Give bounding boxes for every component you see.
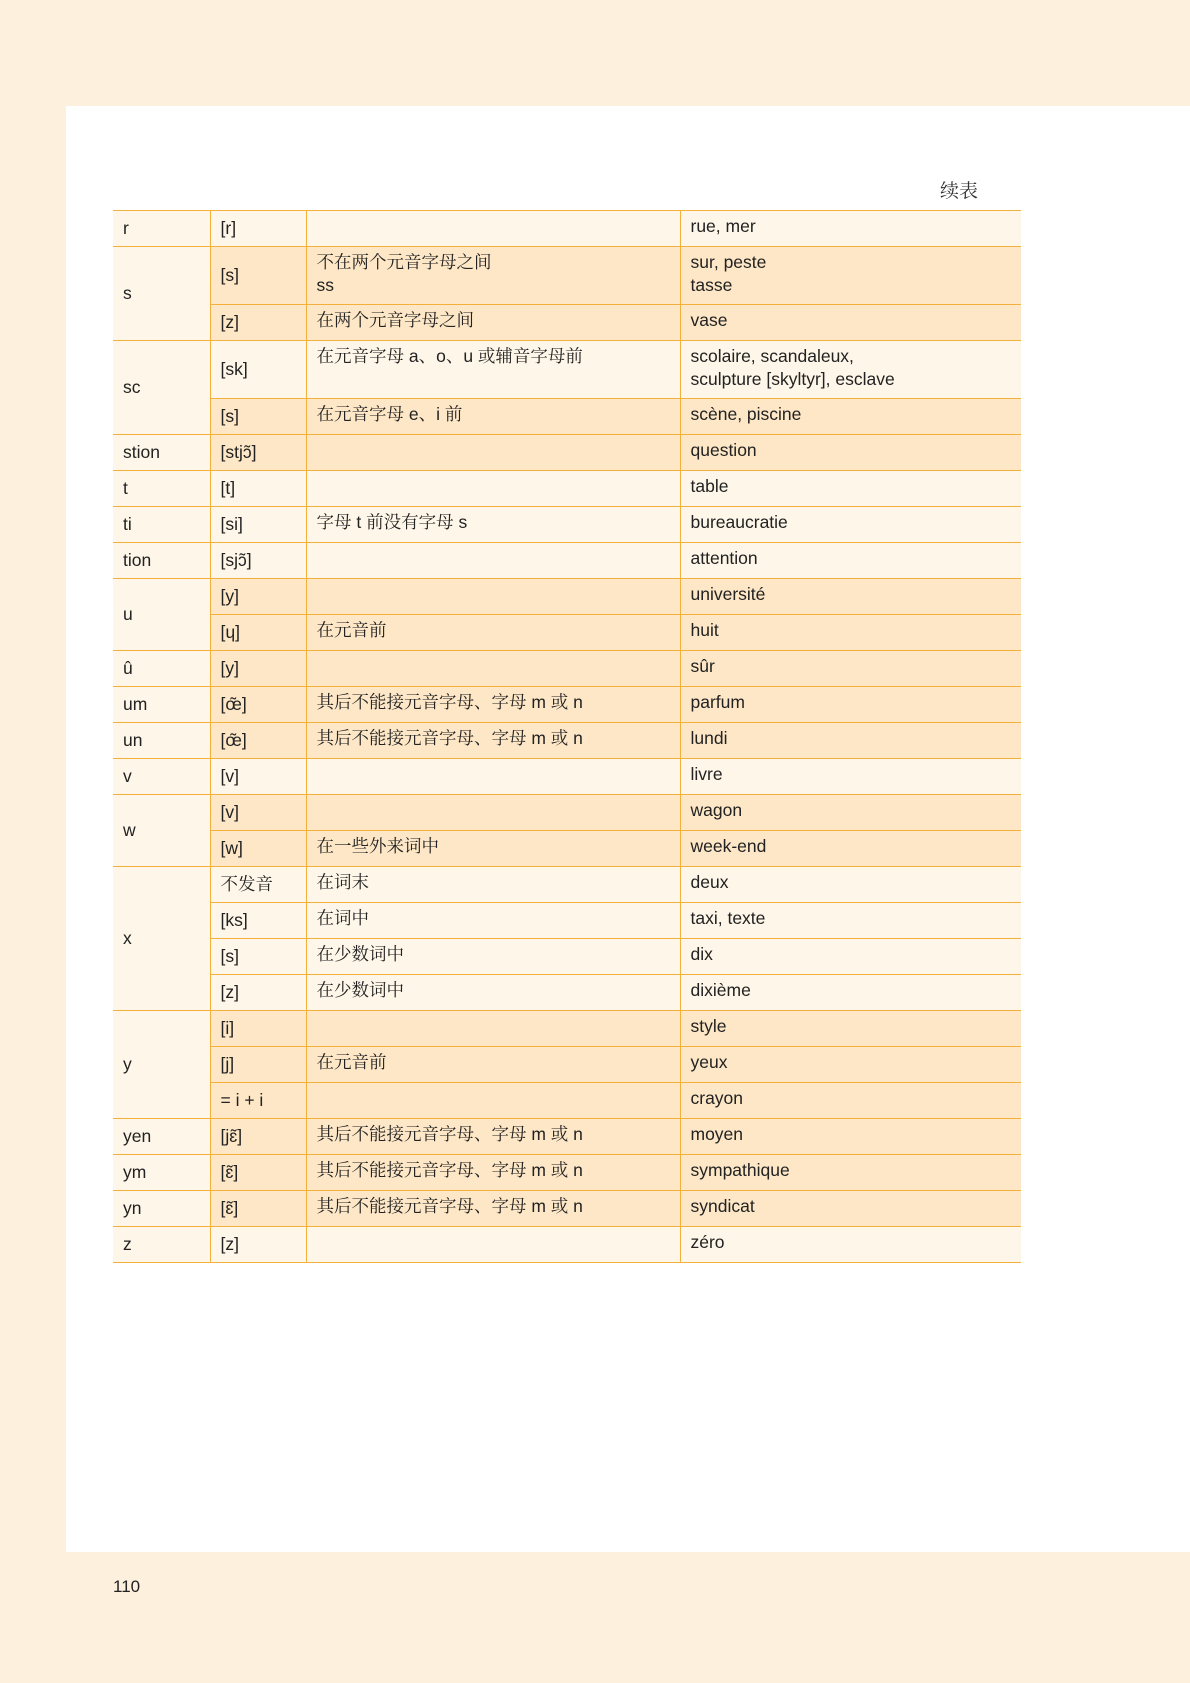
ipa-cell: [s] xyxy=(210,399,306,435)
table-row xyxy=(113,1011,1021,1047)
letter-cell: tion xyxy=(113,543,210,579)
letter-cell: un xyxy=(113,723,210,759)
table-row xyxy=(113,1227,1021,1263)
ipa-cell: [y] xyxy=(210,579,306,615)
letter-cell: ti xyxy=(113,507,210,543)
note-cell: 在词末 xyxy=(306,867,680,903)
table-row xyxy=(113,615,1021,651)
letter-cell: yen xyxy=(113,1119,210,1155)
letter-cell: w xyxy=(113,795,210,867)
ipa-cell: [ks] xyxy=(210,903,306,939)
ipa-cell: [r] xyxy=(210,211,306,247)
ex-cell: moyen xyxy=(680,1119,1021,1155)
continued-label: 续表 xyxy=(939,181,978,202)
note-cell: 在词中 xyxy=(306,903,680,939)
note-cell xyxy=(306,1011,680,1047)
table-row xyxy=(113,543,1021,579)
ex-cell: deux xyxy=(680,867,1021,903)
table-row xyxy=(113,975,1021,1011)
ex-cell: bureaucratie xyxy=(680,507,1021,543)
note-cell: 其后不能接元音字母、字母 m 或 n xyxy=(306,723,680,759)
ex-cell: taxi, texte xyxy=(680,903,1021,939)
letter-cell: yn xyxy=(113,1191,210,1227)
ipa-cell: [jɛ̃] xyxy=(210,1119,306,1155)
table-row xyxy=(113,341,1021,399)
note-cell xyxy=(306,1227,680,1263)
ipa-cell: [sk] xyxy=(210,341,306,399)
note-cell xyxy=(306,1083,680,1119)
letter-cell: y xyxy=(113,1011,210,1119)
ipa-cell: [si] xyxy=(210,507,306,543)
letter-cell: u xyxy=(113,579,210,651)
table-row xyxy=(113,211,1021,247)
note-cell: 在元音字母 e、i 前 xyxy=(306,399,680,435)
ipa-cell: [z] xyxy=(210,1227,306,1263)
ex-cell: scène, piscine xyxy=(680,399,1021,435)
ipa-cell: [v] xyxy=(210,795,306,831)
letter-cell: s xyxy=(113,247,210,341)
note-cell: 其后不能接元音字母、字母 m 或 n xyxy=(306,1119,680,1155)
note-cell: 在少数词中 xyxy=(306,939,680,975)
table-row xyxy=(113,723,1021,759)
note-cell: 其后不能接元音字母、字母 m 或 n xyxy=(306,1155,680,1191)
ipa-cell: [sjɔ̃] xyxy=(210,543,306,579)
ipa-cell: [v] xyxy=(210,759,306,795)
table-row xyxy=(113,399,1021,435)
note-cell xyxy=(306,579,680,615)
ipa-cell: [s] xyxy=(210,939,306,975)
ex-cell: livre xyxy=(680,759,1021,795)
ipa-cell: [z] xyxy=(210,975,306,1011)
ex-cell: sûr xyxy=(680,651,1021,687)
ex-cell: vase xyxy=(680,305,1021,341)
note-cell xyxy=(306,471,680,507)
ipa-cell: [ɥ] xyxy=(210,615,306,651)
ex-cell: yeux xyxy=(680,1047,1021,1083)
note-cell: 其后不能接元音字母、字母 m 或 n xyxy=(306,1191,680,1227)
note-cell xyxy=(306,435,680,471)
note-cell: 字母 t 前没有字母 s xyxy=(306,507,680,543)
ipa-cell: = i + i xyxy=(210,1083,306,1119)
ex-cell: dix xyxy=(680,939,1021,975)
table-row xyxy=(113,759,1021,795)
note-cell xyxy=(306,795,680,831)
note-cell: 其后不能接元音字母、字母 m 或 n xyxy=(306,687,680,723)
ipa-cell: [y] xyxy=(210,651,306,687)
ex-cell: sur, peste tasse xyxy=(680,247,1021,305)
table-row xyxy=(113,687,1021,723)
ipa-cell: [t] xyxy=(210,471,306,507)
ex-cell: zéro xyxy=(680,1227,1021,1263)
letter-cell: sc xyxy=(113,341,210,435)
ipa-cell: [i] xyxy=(210,1011,306,1047)
letter-cell: v xyxy=(113,759,210,795)
letter-cell: r xyxy=(113,211,210,247)
ex-cell: week-end xyxy=(680,831,1021,867)
letter-cell: z xyxy=(113,1227,210,1263)
table-row xyxy=(113,651,1021,687)
ipa-cell: [z] xyxy=(210,305,306,341)
ex-cell: université xyxy=(680,579,1021,615)
ex-cell: dixième xyxy=(680,975,1021,1011)
table-row xyxy=(113,867,1021,903)
table-row xyxy=(113,247,1021,305)
note-cell: 不在两个元音字母之间 ss xyxy=(306,247,680,305)
ex-cell: rue, mer xyxy=(680,211,1021,247)
note-cell xyxy=(306,759,680,795)
note-cell: 在两个元音字母之间 xyxy=(306,305,680,341)
ipa-cell: [w] xyxy=(210,831,306,867)
note-cell: 在元音前 xyxy=(306,1047,680,1083)
ex-cell: scolaire, scandaleux, sculpture [skyltyr], esclave xyxy=(680,341,1021,399)
ipa-cell: [œ̃] xyxy=(210,723,306,759)
note-cell xyxy=(306,543,680,579)
ipa-cell: 不发音 xyxy=(210,867,306,903)
table-row xyxy=(113,507,1021,543)
table-row xyxy=(113,1083,1021,1119)
letter-cell: ym xyxy=(113,1155,210,1191)
ex-cell: table xyxy=(680,471,1021,507)
note-cell xyxy=(306,211,680,247)
ex-cell: syndicat xyxy=(680,1191,1021,1227)
note-cell: 在元音字母 a、o、u 或辅音字母前 xyxy=(306,341,680,399)
note-cell: 在少数词中 xyxy=(306,975,680,1011)
ipa-cell: [œ̃] xyxy=(210,687,306,723)
ex-cell: parfum xyxy=(680,687,1021,723)
ipa-cell: [stjɔ̃] xyxy=(210,435,306,471)
ipa-cell: [ɛ̃] xyxy=(210,1191,306,1227)
table-row xyxy=(113,903,1021,939)
letter-cell: t xyxy=(113,471,210,507)
note-cell: 在一些外来词中 xyxy=(306,831,680,867)
table-row xyxy=(113,305,1021,341)
page-number: 110 xyxy=(113,1577,141,1596)
ex-cell: huit xyxy=(680,615,1021,651)
ex-cell: crayon xyxy=(680,1083,1021,1119)
table-row xyxy=(113,831,1021,867)
ipa-cell: [ɛ̃] xyxy=(210,1155,306,1191)
pronunciation-table xyxy=(113,210,1021,1263)
note-cell xyxy=(306,651,680,687)
table-row xyxy=(113,1155,1021,1191)
ex-cell: lundi xyxy=(680,723,1021,759)
ipa-cell: [j] xyxy=(210,1047,306,1083)
letter-cell: û xyxy=(113,651,210,687)
ex-cell: question xyxy=(680,435,1021,471)
table-row xyxy=(113,435,1021,471)
table-row xyxy=(113,1119,1021,1155)
letter-cell: um xyxy=(113,687,210,723)
ex-cell: sympathique xyxy=(680,1155,1021,1191)
ipa-cell: [s] xyxy=(210,247,306,305)
table-row xyxy=(113,795,1021,831)
table-row xyxy=(113,579,1021,615)
table-row xyxy=(113,1047,1021,1083)
ex-cell: style xyxy=(680,1011,1021,1047)
ex-cell: wagon xyxy=(680,795,1021,831)
table-row xyxy=(113,1191,1021,1227)
pronunciation-table-body xyxy=(113,211,1021,1263)
table-row xyxy=(113,939,1021,975)
ex-cell: attention xyxy=(680,543,1021,579)
letter-cell: stion xyxy=(113,435,210,471)
letter-cell: x xyxy=(113,867,210,1011)
note-cell: 在元音前 xyxy=(306,615,680,651)
table-row xyxy=(113,471,1021,507)
